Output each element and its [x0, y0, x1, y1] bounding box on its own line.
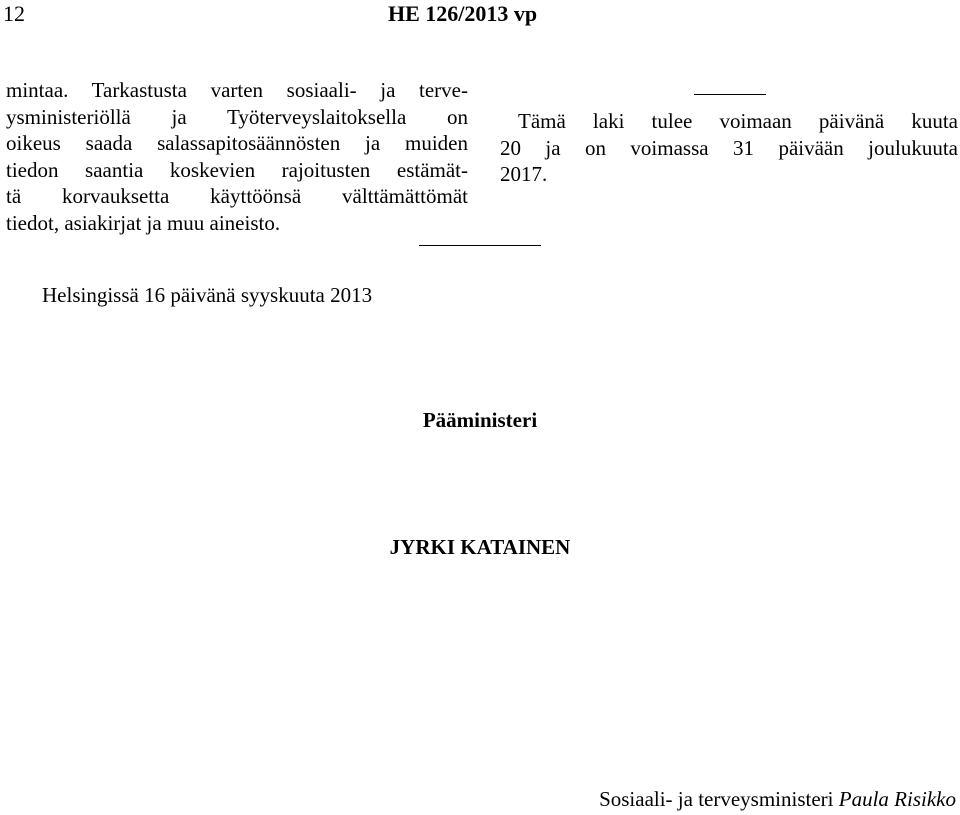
- left-column-text: [6, 77, 468, 236]
- right-column-text: [500, 108, 958, 188]
- section-divider-rule: [694, 94, 766, 95]
- minister-name: Paula Risikko: [838, 787, 956, 811]
- end-of-text-rule: [419, 245, 541, 246]
- signer-title: Pääministeri: [422, 408, 538, 432]
- countersigning-minister: [599, 787, 956, 812]
- text-line: 2017.: [500, 162, 548, 186]
- page-number: 12: [3, 1, 25, 26]
- text-line: tä korvauksetta käyttöönsä välttämättömät: [6, 184, 468, 208]
- minister-role: Sosiaali- ja terveysministeri: [599, 787, 834, 811]
- place-and-date: Helsingissä 16 päivänä syyskuuta 2013: [42, 283, 373, 307]
- text-line: oikeus saada salassapitosäännösten ja muiden: [6, 131, 468, 155]
- signer-name: JYRKI KATAINEN: [389, 535, 571, 559]
- document-id: HE 126/2013 vp: [388, 1, 538, 26]
- text-line: 20 ja on voimassa 31 päivään joulukuuta: [500, 135, 958, 160]
- text-line: mintaa. Tarkastusta varten sosiaali- ja terve-: [6, 78, 468, 102]
- text-line: tiedon saantia koskevien rajoitusten estämät-: [6, 157, 468, 182]
- text-line: Tämä laki tulee voimaan päivänä kuuta: [518, 109, 958, 133]
- text-line: ysministeriöllä ja Työterveyslaitoksella on: [6, 104, 468, 129]
- text-line: tiedot, asiakirjat ja muu aineisto.: [6, 210, 281, 235]
